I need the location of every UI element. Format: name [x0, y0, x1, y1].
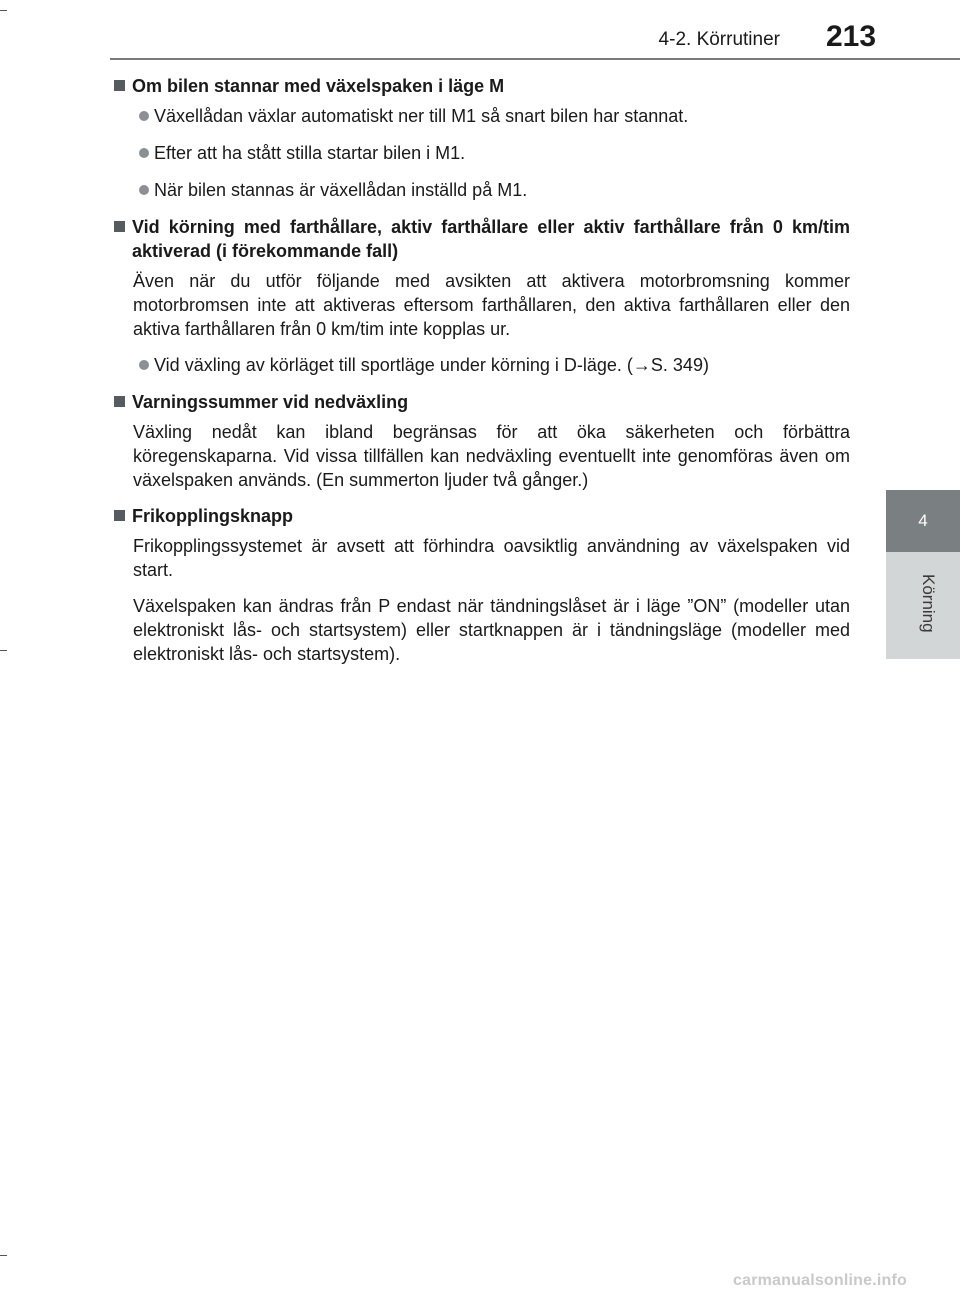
square-bullet-icon	[114, 80, 125, 91]
section-heading: Vid körning med farthållare, aktiv farthållare eller aktiv farthållare från 0 km/tim aktiverad (i förekommande fall)	[114, 215, 850, 263]
round-bullet-icon	[139, 148, 149, 158]
crop-mark	[0, 650, 7, 651]
square-bullet-icon	[114, 510, 125, 521]
section-heading: Frikopplingsknapp	[114, 504, 850, 528]
round-bullet-icon	[139, 185, 149, 195]
page-number: 213	[826, 20, 877, 53]
crop-mark	[0, 10, 7, 11]
list-item: När bilen stannas är växellådan inställd på M1.	[114, 178, 850, 202]
header-divider	[110, 58, 960, 60]
section-shift-lock	[114, 504, 850, 666]
section-stop-in-m	[114, 74, 850, 202]
section-heading: Om bilen stannar med växelspaken i läge M	[114, 74, 850, 98]
list-item: Växellådan växlar automatiskt ner till M1 så snart bilen har stannat.	[114, 104, 850, 128]
chapter-tab-label: Körning	[919, 574, 938, 633]
section-cruise-control	[114, 215, 850, 377]
section-heading: Varningssummer vid nedväxling	[114, 390, 850, 414]
round-bullet-icon	[139, 111, 149, 121]
section-downshift-buzzer	[114, 390, 850, 492]
header-section-title: 4-2. Körrutiner	[658, 29, 780, 50]
round-bullet-icon	[139, 360, 149, 370]
list-item	[114, 353, 850, 377]
list-item: Efter att ha stått stilla startar bilen i M1.	[114, 141, 850, 165]
body-paragraph: Växelspaken kan ändras från P endast när tändningslåset är i läge ”ON” (modeller utan elektroniskt lås- och startsystem) eller startknappen är i tändningsläge (modeller med elektroniskt lås- och startsystem).	[133, 596, 850, 664]
watermark: carmanualsonline.info	[733, 1272, 908, 1289]
crop-mark	[0, 1255, 7, 1256]
square-bullet-icon	[114, 396, 125, 407]
body-paragraph: Även när du utför följande med avsikten att aktivera motorbromsning kommer motorbromsen inte att aktiveras eftersom farthållaren, den aktiva farthållaren eller den aktiva farthållaren från 0 km/tim inte kopplas ur.	[133, 271, 850, 339]
body-paragraph: Frikopplingssystemet är avsett att förhindra oavsiktlig användning av växelspaken vid start.	[133, 536, 850, 580]
body-paragraph: Växling nedåt kan ibland begränsas för att öka säkerheten och förbättra köregenskaparna. Vid vissa tillfällen kan nedväxling eventuellt inte genomföras även om växelspaken används. (En summerton ljuder två gånger.)	[133, 422, 850, 490]
page-content	[114, 74, 850, 678]
square-bullet-icon	[114, 221, 125, 232]
chapter-tab-number[interactable]: 4	[886, 490, 960, 552]
page-reference-text[interactable]: Vid växling av körläget till sportläge under körning i D-läge. (→S. 349)	[154, 355, 709, 375]
